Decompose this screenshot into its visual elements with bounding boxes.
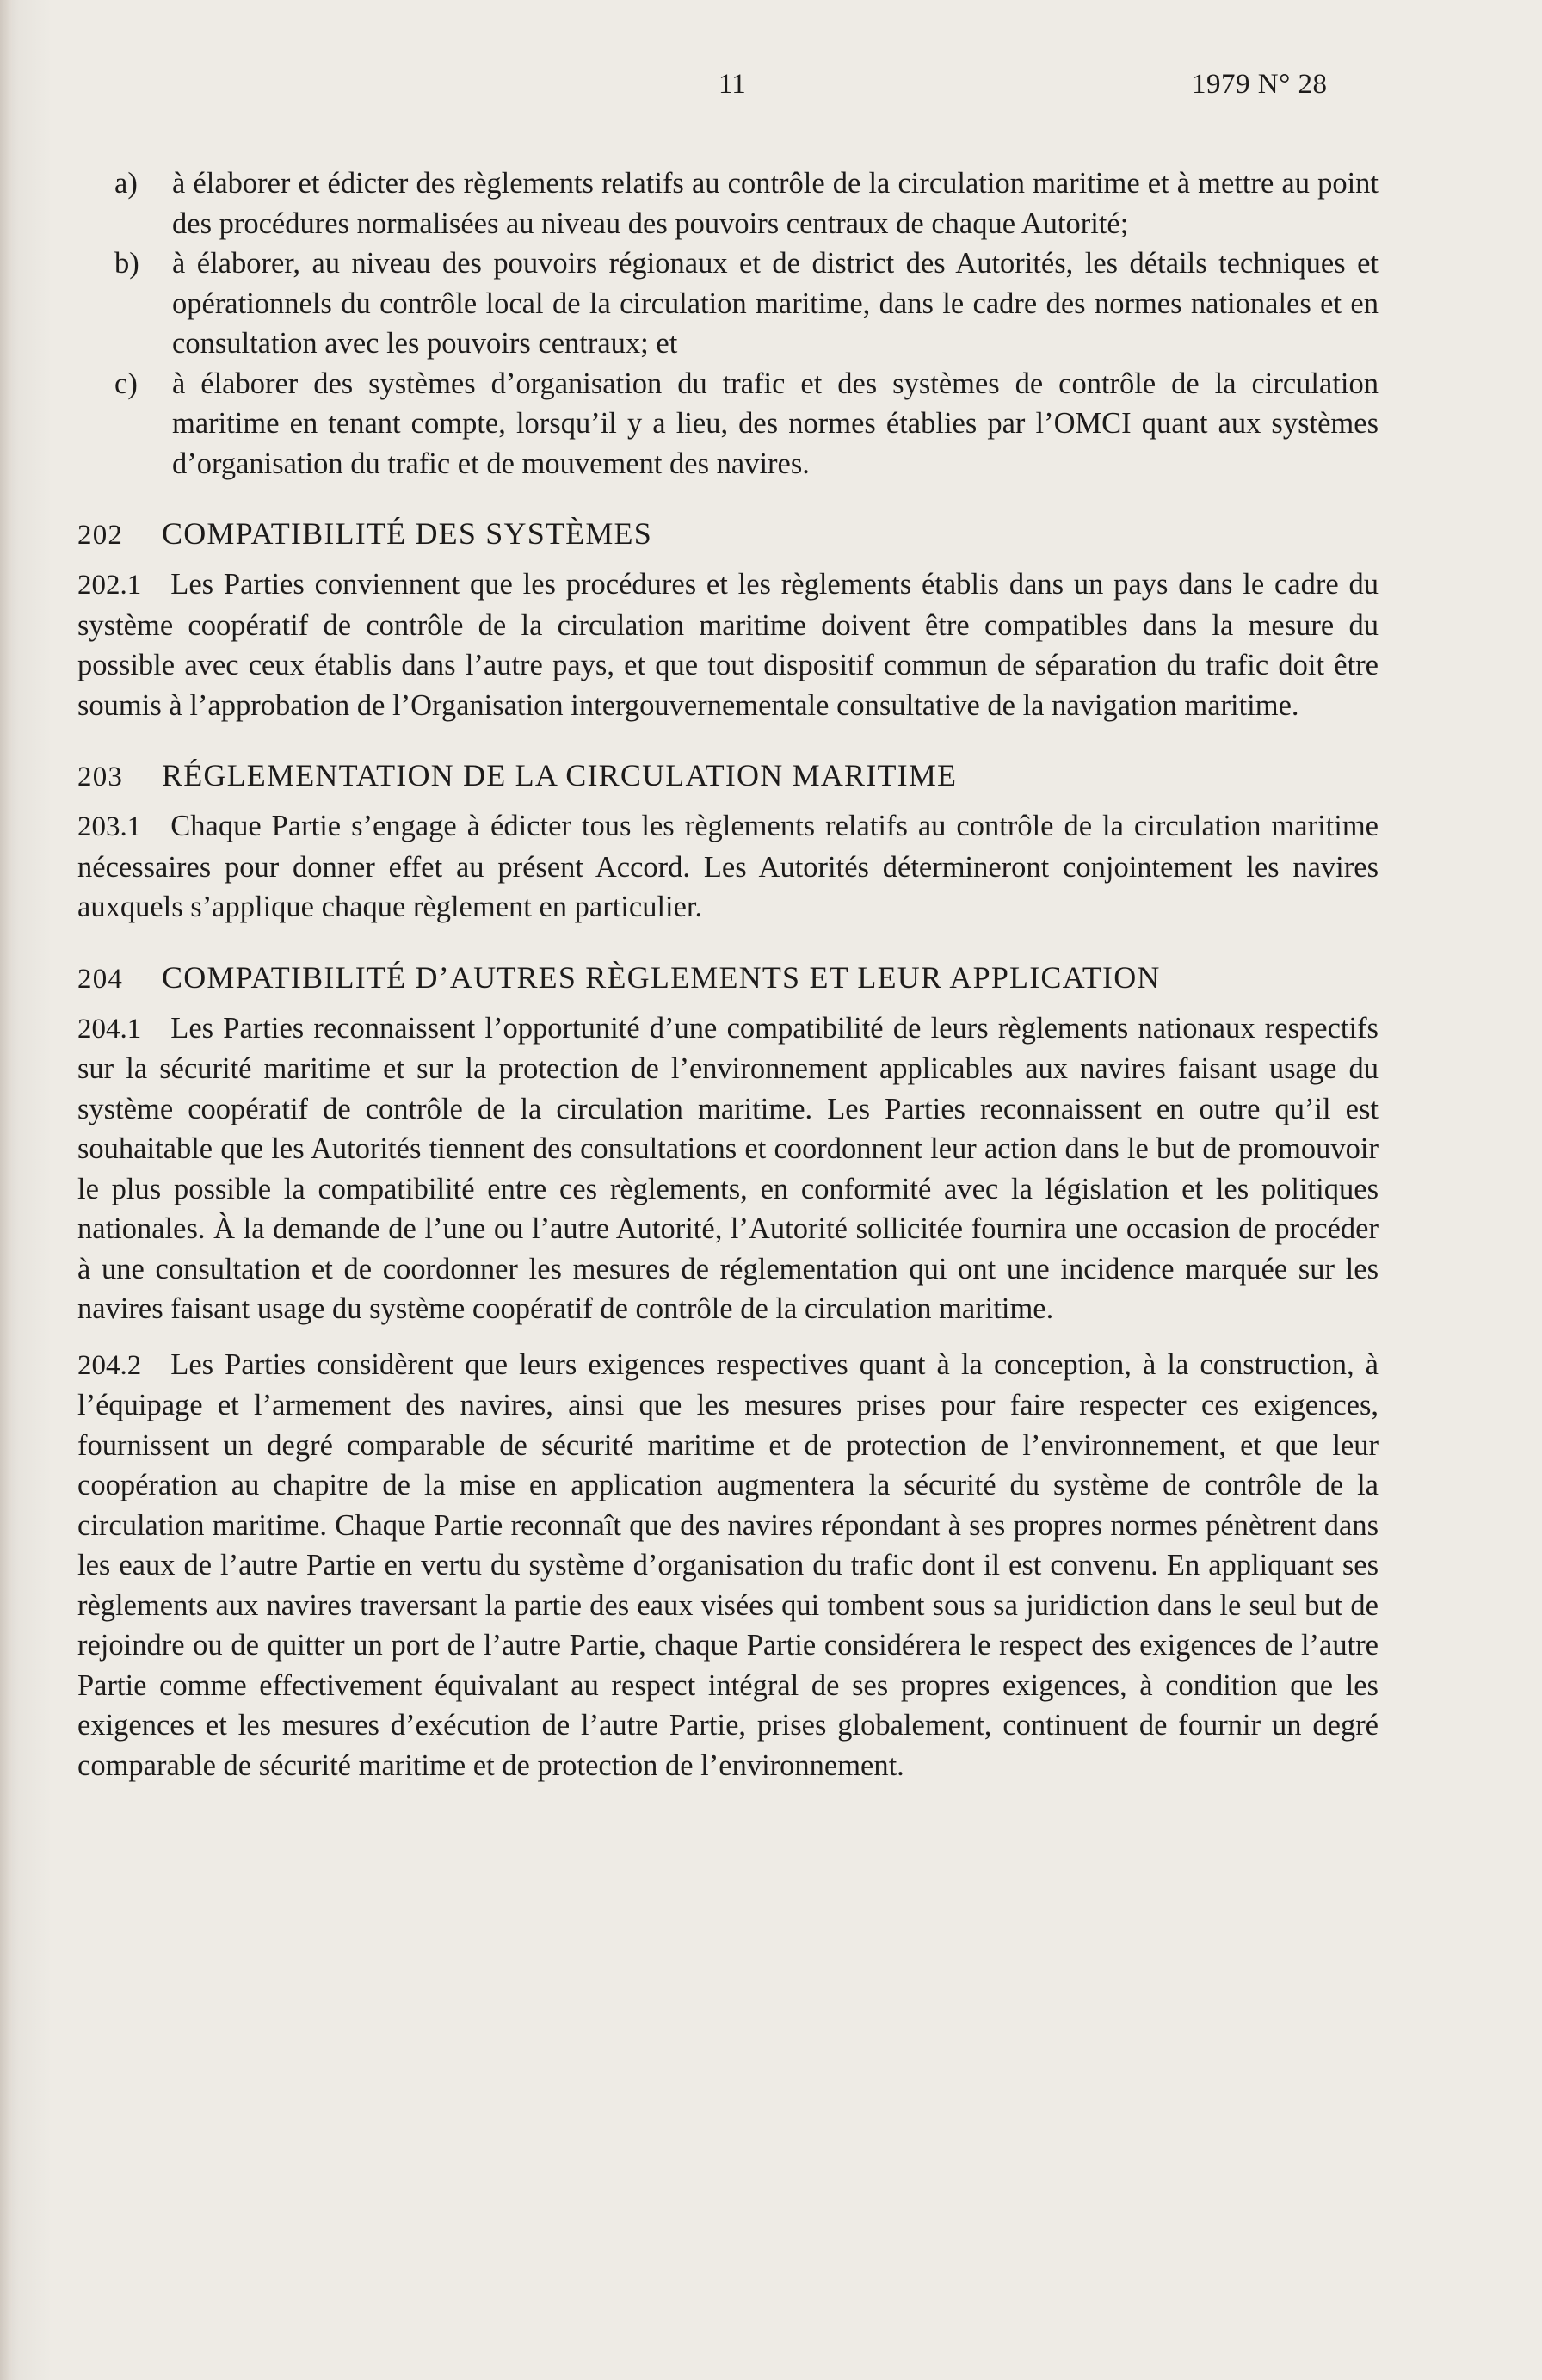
page-header xyxy=(0,69,1542,112)
paragraph-number: 204.1 xyxy=(77,1013,142,1045)
list-item xyxy=(0,244,1379,364)
section-number: 204 xyxy=(77,963,124,995)
document-body xyxy=(77,163,1379,1785)
section-number: 202 xyxy=(77,520,124,551)
header-year-and-number: 1979 N° 28 xyxy=(1192,69,1328,100)
list-item-text: à élaborer et édicter des règlements relatifs au contrôle de la circulation maritime et à mettre au point des procédures normalisées au niveau des pouvoirs centraux de chaque Autorité; xyxy=(172,167,1379,240)
paragraph xyxy=(77,564,1379,725)
list-item-marker: c) xyxy=(114,367,138,400)
paragraph-text: Chaque Partie s’engage à édicter tous les règlements relatifs au contrôle de la circulation maritime nécessaires pour donner effet au présent Accord. Les Autorités détermineront conjointement les navires auxquels s’applique chaque règlement en particulier. xyxy=(77,810,1379,923)
paragraph xyxy=(77,806,1379,928)
paragraph-text: Les Parties conviennent que les procédures et les règlements établis dans un pays dans le cadre du système coopératif de contrôle de la circulation maritime doivent être compatibles dans la mesure du possible avec ceux établis dans l’autre pays, et que tout dispositif commun de séparation du trafic doit être soumis à l’approbation de l’Organisation intergouvernementale consultative de la navigation maritime. xyxy=(77,568,1379,722)
paragraph-text: Les Parties reconnaissent l’opportunité d’une compatibilité de leurs règlements nationaux respectifs sur la sécurité maritime et sur la protection de l’environnement applicables aux navires faisant usage du système coopératif de contrôle de la circulation maritime. Les Parties reconnaissent en outre qu’il est souhaitable que les Autorités tiennent des consultations et coordonnent leur action dans le but de promouvoir le plus possible la compatibilité entre ces règlements, en conformité avec la législation et les politiques nationales. À la demande de l’une ou l’autre Autorité, l’Autorité sollicitée fournira une occasion de procéder à une consultation et de coordonner les mesures de réglementation qui ont une incidence marquée sur les navires faisant usage du système coopératif de contrôle de la circulation maritime. xyxy=(77,1011,1379,1325)
paragraph-text: Les Parties considèrent que leurs exigences respectives quant à la conception, à la construction, à l’équipage et l’armement des navires, ainsi que les mesures prises pour faire respecter ces exigences, fournissent un degré comparable de sécurité maritime et de protection de l’environnement, et que leur coopération au chapitre de la mise en application augmentera la sécurité du système de contrôle de la circulation maritime. Chaque Partie reconnaît que des navires répondant à ses propres normes pénètrent dans les eaux de l’autre Partie en vertu du système d’organisation du trafic dont il est convenu. En appliquant ses règlements aux navires traversant la partie des eaux visées qui tombent sous sa juridiction dans le seul but de rejoindre ou de quitter un port de l’autre Partie, chaque Partie considérera le respect des exigences de l’autre Partie comme effectivement équivalant au respect intégral de ses propres exigences, à condition que les exigences et les mesures d’exécution de l’autre Partie, prises globalement, continuent de fournir un degré comparable de sécurité maritime et de protection de l’environnement. xyxy=(77,1347,1379,1782)
section-title: COMPATIBILITÉ DES SYSTÈMES xyxy=(162,516,652,551)
list-item-marker: a) xyxy=(114,167,138,200)
section-heading xyxy=(77,755,1379,798)
section-number: 203 xyxy=(77,761,124,792)
section-heading xyxy=(77,513,1379,556)
list-item-marker: b) xyxy=(114,247,139,280)
page-number: 11 xyxy=(719,69,746,100)
paragraph-number: 204.2 xyxy=(77,1349,142,1381)
paragraph-number: 202.1 xyxy=(77,570,142,601)
paragraph-number: 203.1 xyxy=(77,811,142,842)
list-item-text: à élaborer, au niveau des pouvoirs régionaux et de district des Autorités, les détails techniques et opérationnels du contrôle local de la circulation maritime, dans le cadre des normes nationales et en consultation avec les pouvoirs centraux; et xyxy=(172,247,1379,360)
paragraph xyxy=(77,1345,1379,1786)
list-item xyxy=(0,163,1379,244)
section-title: RÉGLEMENTATION DE LA CIRCULATION MARITIME xyxy=(162,758,958,792)
section-title: COMPATIBILITÉ D’AUTRES RÈGLEMENTS ET LEUR APPLICATION xyxy=(162,959,1161,995)
paragraph xyxy=(77,1008,1379,1329)
section-heading xyxy=(77,957,1379,1000)
list-item xyxy=(0,364,1379,484)
list-item-text: à élaborer des systèmes d’organisation du trafic et des systèmes de contrôle de la circulation maritime en tenant compte, lorsqu’il y a lieu, des normes établies par l’OMCI quant aux systèmes d’organisation du trafic et de mouvement des navires. xyxy=(172,367,1379,480)
